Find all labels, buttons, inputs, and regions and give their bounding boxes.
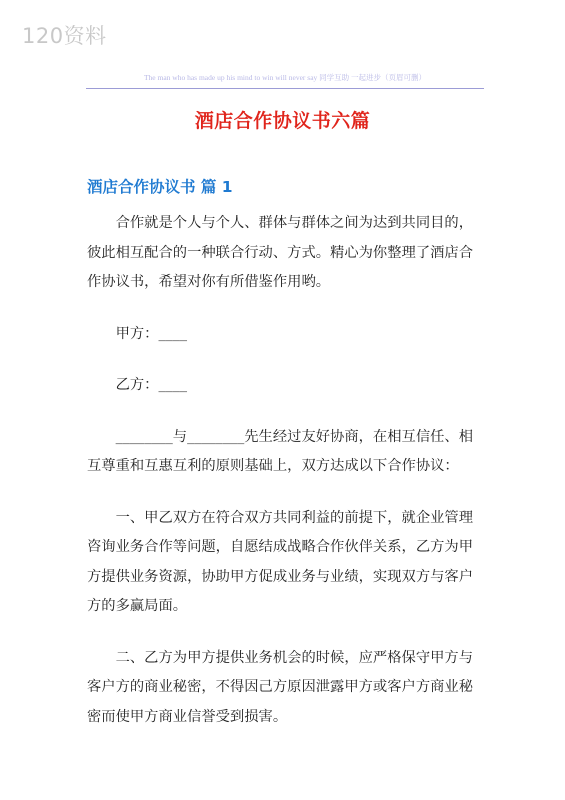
- paragraph-intro: [87, 209, 479, 298]
- paragraph-line: 作协议书，希望对你有所借鉴作用哟。: [87, 274, 331, 290]
- paragraph-line: 方的多赢局面。: [87, 598, 188, 614]
- paragraph-line: 咨询业务合作等问题，自愿结成战略合作伙伴关系，乙方为甲: [87, 539, 474, 555]
- paragraph-line: 互尊重和互惠互利的原则基础上，双方达成以下合作协议：: [87, 458, 459, 474]
- document-title: 酒店合作协议书六篇: [194, 110, 371, 132]
- paragraph-line: 二、乙方为甲方提供业务机会的时候，应严格保守甲方与: [115, 649, 474, 666]
- party-a-label: 甲方：____: [115, 325, 188, 342]
- clause-2: [87, 644, 479, 733]
- party-b-label: 乙方：____: [115, 377, 188, 393]
- paragraph-line: 合作就是个人与个人、群体与群体之间为达到共同目的，: [115, 215, 474, 231]
- party-a-line: [87, 320, 479, 350]
- paragraph-line: 一、甲乙双方在符合双方共同利益的前提下，就企业管理: [115, 509, 474, 526]
- section-title: 酒店合作协议书 篇 1: [87, 178, 233, 196]
- paragraph-line: 方提供业务资源，协助甲方促成业务与业绩，实现双方与客户: [87, 568, 474, 585]
- page-header-motto: The man who has made up his mind to win will never say 同学互助 一起进步（页眉可删）: [143, 73, 427, 82]
- paragraph-line: 客户方的商业秘密，不得因己方原因泄露甲方或客户方商业秘: [87, 679, 474, 695]
- paragraph-agreement-basis: [87, 423, 479, 482]
- paragraph-line: ________与________先生经过友好协商，在相互信任、相: [115, 428, 474, 445]
- header-divider: [86, 88, 484, 89]
- paragraph-line: 密而使甲方商业信誉受到损害。: [87, 708, 288, 725]
- watermark-logo: 120资料: [22, 24, 107, 48]
- clause-1: [87, 504, 479, 622]
- document-body: [87, 209, 479, 754]
- paragraph-line: 彼此相互配合的一种联合行动、方式。精心为你整理了酒店合: [87, 244, 474, 261]
- party-b-line: [87, 371, 479, 401]
